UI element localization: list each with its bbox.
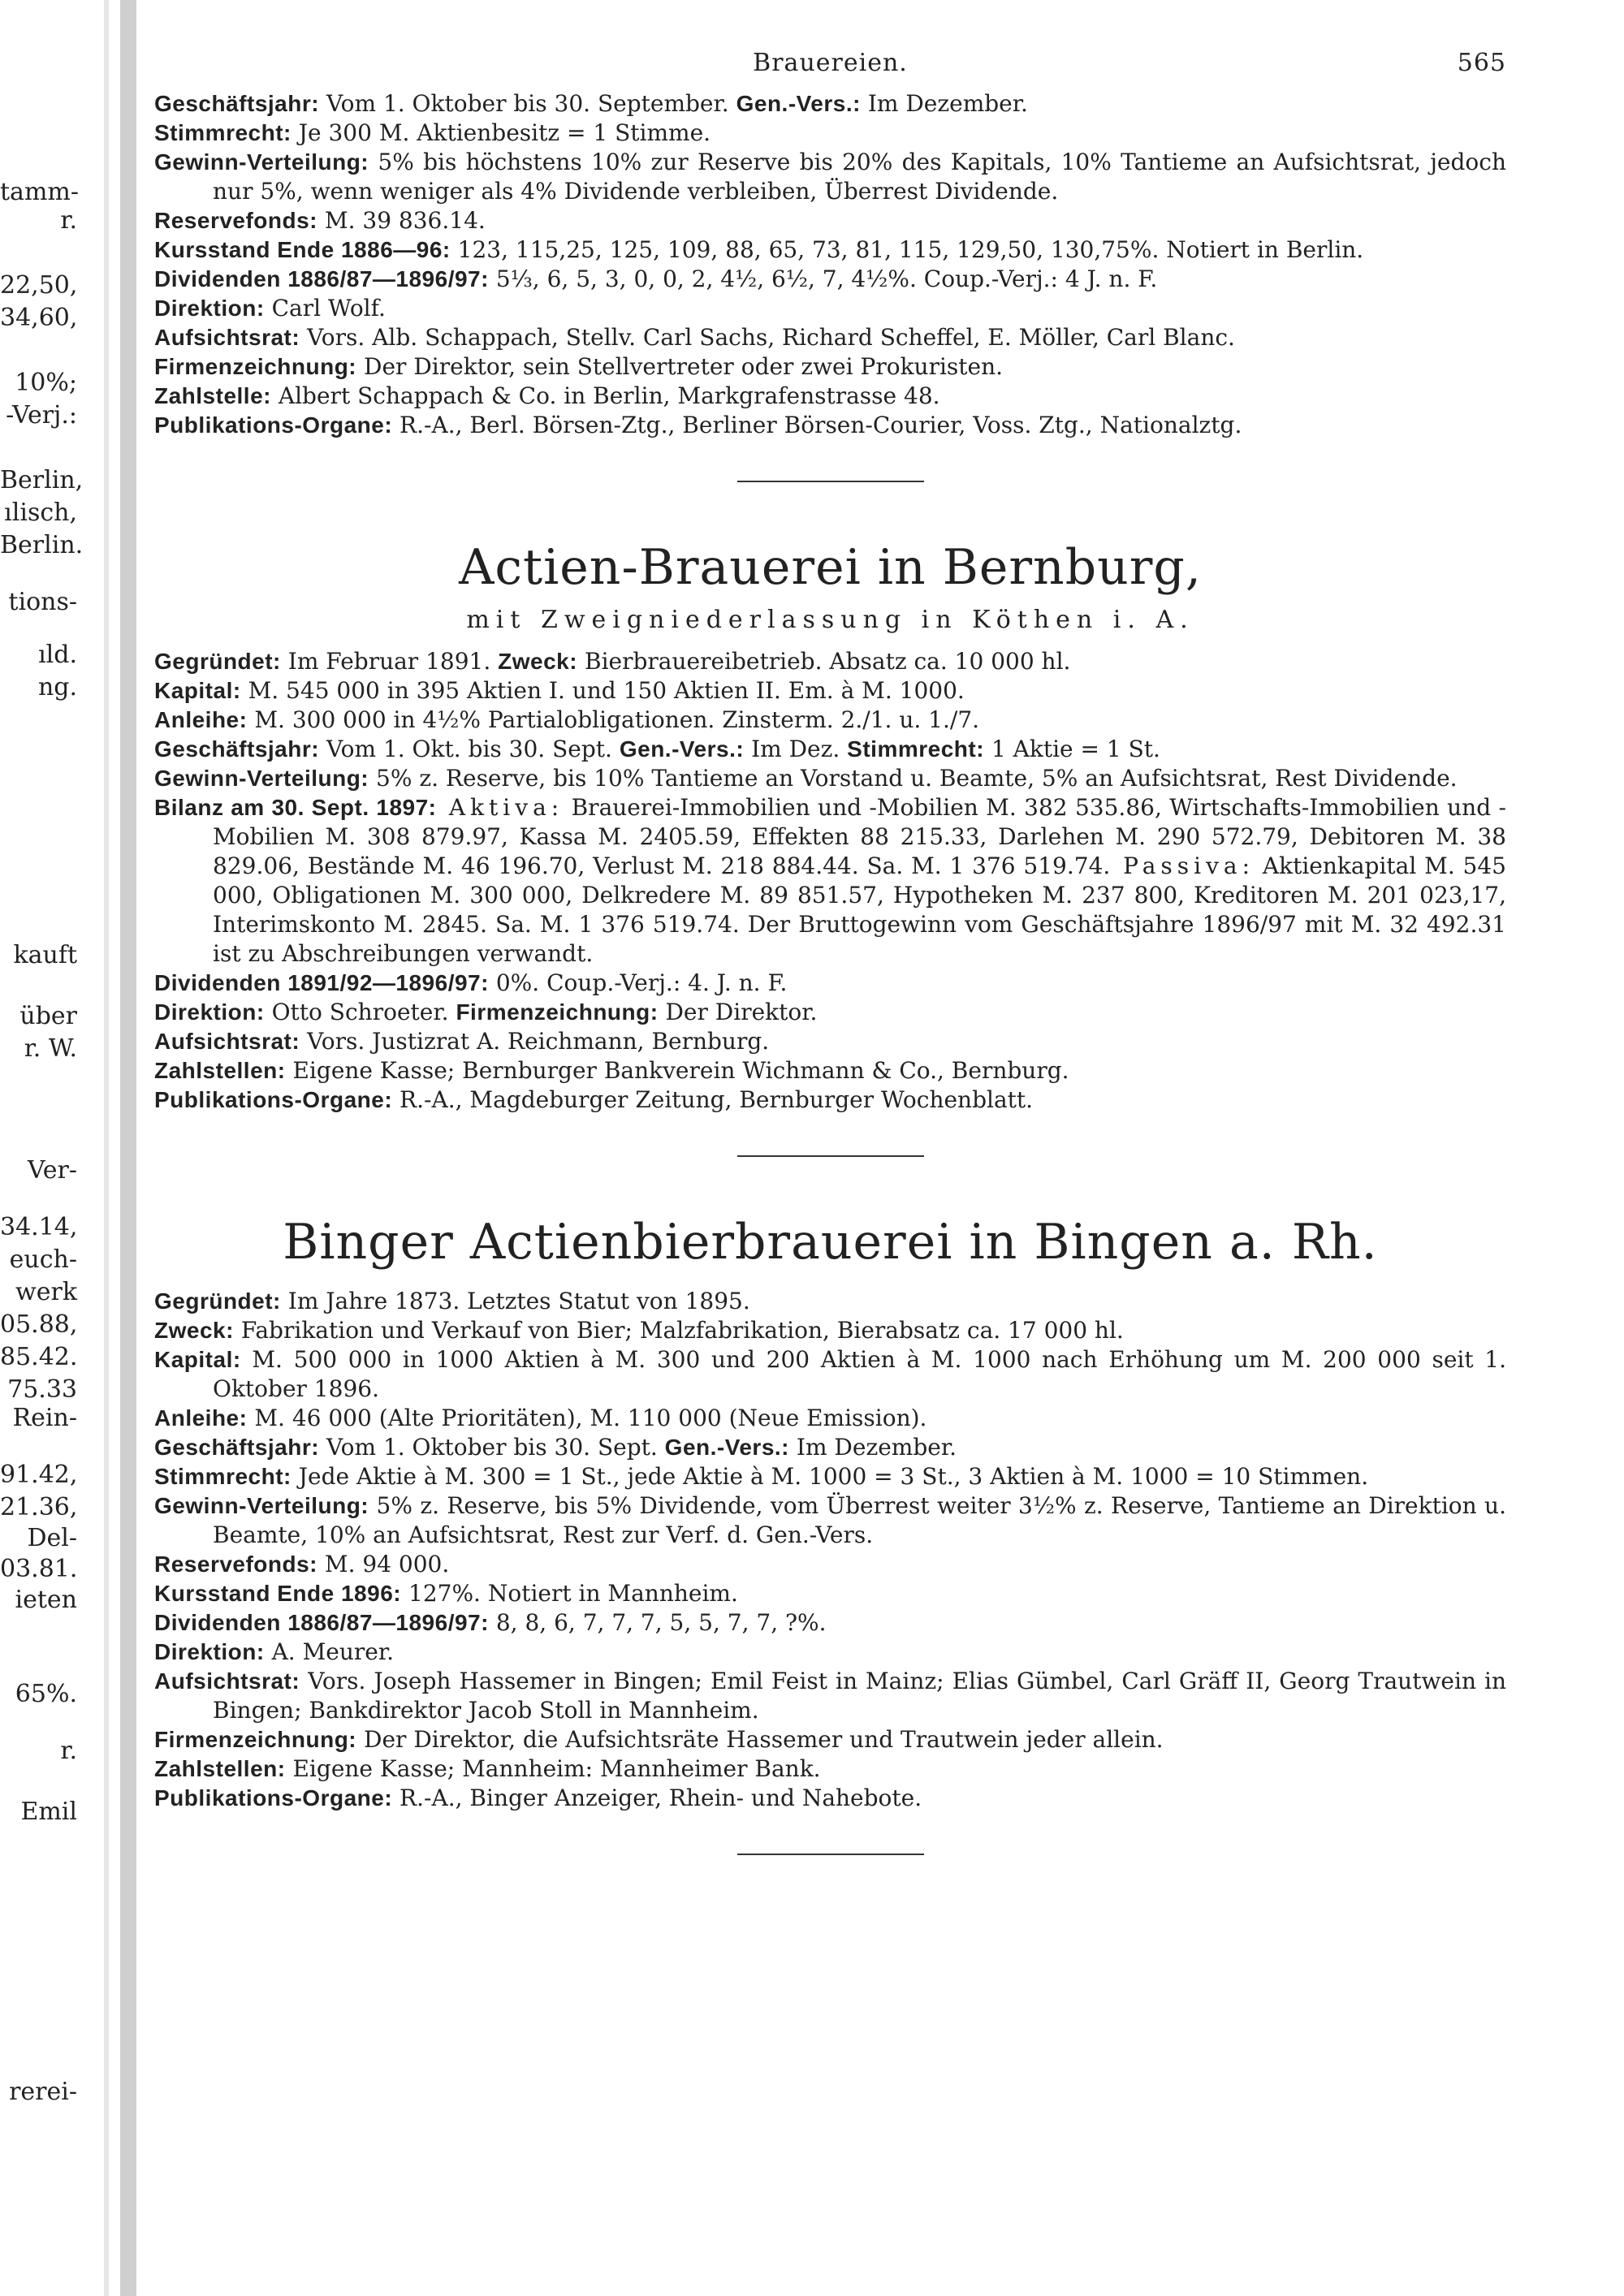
margin-fragment: ieten (15, 1586, 77, 1614)
entry-line: Stimmrecht: Jede Aktie à M. 300 = 1 St., jede Aktie à M. 1000 = 3 St., 3 Aktien à M. 1000 = 10 Stimmen. (154, 1463, 1369, 1490)
margin-fragment: kauft (13, 941, 77, 969)
margin-fragment: r. (60, 206, 77, 235)
entry-line: Aufsichtsrat: Vors. Justizrat A. Reichmann, Bernburg. (154, 1028, 770, 1055)
running-head-title: Brauereien. (753, 49, 908, 77)
company-entry-bingen (154, 1287, 1506, 1813)
company-title-bernburg: Actien-Brauerei in Bernburg, (459, 539, 1202, 596)
entry-line: Geschäftsjahr: Vom 1. Okt. bis 30. Sept. Gen.-Vers.: Im Dez. Stimmrecht: 1 Aktie = 1 St. (154, 736, 1160, 762)
page-number: 565 (1457, 49, 1506, 77)
margin-fragment: 85.42. (0, 1343, 78, 1371)
margin-fragment: tamm- (0, 178, 79, 206)
entry-line: Direktion: Carl Wolf. (154, 295, 386, 322)
entry-line: Reservefonds: M. 94 000. (154, 1551, 450, 1577)
margin-fragment: Emil (20, 1798, 77, 1826)
margin-fragment: r. W. (24, 1034, 77, 1063)
entry-line: Anleihe: M. 46 000 (Alte Prioritäten), M. 110 000 (Neue Emission). (154, 1405, 927, 1431)
margin-fragment: Del- (27, 1524, 77, 1552)
margin-fragment: rerei- (9, 2078, 77, 2106)
entry-line: Geschäftsjahr: Vom 1. Oktober bis 30. Sept. Gen.-Vers.: Im Dezember. (154, 1434, 957, 1461)
entry-line: Stimmrecht: Je 300 M. Aktienbesitz = 1 Stimme. (154, 119, 711, 146)
margin-fragment: tions- (8, 588, 77, 616)
margin-fragment: ng. (37, 673, 77, 701)
entry-line: Anleihe: M. 300 000 in 4½% Partialobligationen. Zinsterm. 2./1. u. 1./7. (154, 706, 980, 733)
entry-line: Zahlstelle: Albert Schappach & Co. in Berlin, Markgrafenstrasse 48. (154, 382, 940, 409)
page-gutter-shadow (104, 0, 109, 2296)
entry-line: Aufsichtsrat: Vors. Joseph Hassemer in Bingen; Emil Feist in Mainz; Elias Gümbel, Carl Gräff II, Georg Trautwein in Bingen; Bankdirektor Jacob Stoll in Mannheim. (154, 1668, 1506, 1724)
entry-line: Firmenzeichnung: Der Direktor, sein Stellvertreter oder zwei Prokuristen. (154, 353, 1004, 380)
margin-fragment: ıld. (38, 641, 77, 669)
entry-line: Kapital: M. 500 000 in 1000 Aktien à M. 300 und 200 Aktien à M. 1000 nach Erhöhung um M. 200 000 seit 1. Oktober 1896. (154, 1346, 1506, 1402)
entry-line: Direktion: Otto Schroeter. Firmenzeichnung: Der Direktor. (154, 999, 818, 1025)
entry-line: Reservefonds: M. 39 836.14. (154, 207, 486, 234)
entry-line: Kursstand Ende 1896: 127%. Notiert in Mannheim. (154, 1580, 738, 1607)
section-divider (737, 481, 924, 482)
section-divider (737, 1854, 924, 1855)
company-title-bingen: Binger Actienbierbrauerei in Bingen a. Rh. (283, 1214, 1378, 1271)
margin-fragment: Rein- (12, 1404, 77, 1432)
margin-fragment: 21.36, (0, 1493, 78, 1521)
margin-fragment: werk (15, 1278, 77, 1306)
entry-line: Gegründet: Im Februar 1891. Zweck: Bierbrauereibetrieb. Absatz ca. 10 000 hl. (154, 648, 1071, 675)
page-content (154, 49, 1506, 1912)
entry-line: Gewinn-Verteilung: 5% z. Reserve, bis 10% Tantieme an Vorstand u. Beamte, 5% an Aufsichtsrat, Rest Dividende. (154, 765, 1458, 792)
entry-line: Zahlstellen: Eigene Kasse; Mannheim: Mannheimer Bank. (154, 1755, 821, 1782)
previous-entry-continuation (154, 89, 1506, 440)
entry-line: Publikations-Organe: R.-A., Berl. Börsen-Ztg., Berliner Börsen-Courier, Voss. Ztg., Nationalztg. (154, 412, 1242, 438)
entry-line: Gewinn-Verteilung: 5% bis höchstens 10% zur Reserve bis 20% des Kapitals, 10% Tantieme an Aufsichtsrat, jedoch nur 5%, wenn weniger als 4% Dividende verbleiben, Überrest Dividende. (154, 149, 1506, 205)
entry-line: Kapital: M. 545 000 in 395 Aktien I. und 150 Aktien II. Em. à M. 1000. (154, 677, 965, 704)
margin-fragment: r. (60, 1737, 77, 1765)
entry-line: Publikations-Organe: R.-A., Magdeburger Zeitung, Bernburger Wochenblatt. (154, 1086, 1034, 1113)
entry-line: Zweck: Fabrikation und Verkauf von Bier; Malzfabrikation, Bierabsatz ca. 17 000 hl. (154, 1317, 1124, 1344)
entry-line: Gewinn-Verteilung: 5% z. Reserve, bis 5% Dividende, vom Überrest weiter 3½% z. Reserve, Tantieme an Direktion u. Beamte, 10% an Aufsichtsrat, Rest zur Verf. d. Gen.-Vers. (154, 1492, 1506, 1548)
previous-page-margin (0, 0, 106, 2296)
entry-line: Dividenden 1886/87—1896/97: 8, 8, 6, 7, 7, 7, 5, 5, 7, 7, ?%. (154, 1609, 827, 1636)
margin-fragment: 22,50, (0, 271, 78, 300)
entry-line: Zahlstellen: Eigene Kasse; Bernburger Bankverein Wichmann & Co., Bernburg. (154, 1057, 1069, 1084)
entry-line: Aufsichtsrat: Vors. Alb. Schappach, Stellv. Carl Sachs, Richard Scheffel, E. Möller, Carl Blanc. (154, 324, 1235, 351)
margin-fragment: Berlin. (0, 531, 84, 559)
page-binding (120, 0, 136, 2296)
margin-fragment: 34,60, (0, 304, 78, 332)
entry-line: Publikations-Organe: R.-A., Binger Anzeiger, Rhein- und Nahebote. (154, 1785, 922, 1811)
margin-fragment: 75.33 (7, 1375, 77, 1404)
entry-line: Kursstand Ende 1886—96: 123, 115,25, 125, 109, 88, 65, 73, 81, 115, 129,50, 130,75%. Notiert in Berlin. (154, 236, 1364, 263)
entry-line: Firmenzeichnung: Der Direktor, die Aufsichtsräte Hassemer und Trautwein jeder allein. (154, 1726, 1164, 1753)
margin-fragment: 91.42, (0, 1461, 78, 1489)
entry-line: Dividenden 1886/87—1896/97: 5⅓, 6, 5, 3, 0, 0, 2, 4½, 6½, 7, 4½%. Coup.-Verj.: 4 J. n. F. (154, 265, 1158, 292)
entry-line: Dividenden 1891/92—1896/97: 0%. Coup.-Verj.: 4. J. n. F. (154, 969, 788, 996)
company-subtitle-bernburg: mit Zweigniederlassung in Köthen i. A. (466, 606, 1194, 634)
running-head (154, 49, 1506, 89)
section-divider (737, 1155, 924, 1157)
margin-fragment: -Verj.: (6, 401, 77, 429)
entry-line: Gegründet: Im Jahre 1873. Letztes Statut von 1895. (154, 1288, 750, 1314)
entry-line: Direktion: A. Meurer. (154, 1638, 395, 1665)
margin-fragment: ılisch, (4, 498, 77, 527)
margin-fragment: über (19, 1002, 77, 1030)
margin-fragment: 65%. (15, 1680, 77, 1708)
margin-fragment: Ver- (27, 1156, 77, 1185)
margin-fragment: 10%; (15, 369, 77, 397)
entry-line: Geschäftsjahr: Vom 1. Oktober bis 30. September. Gen.-Vers.: Im Dezember. (154, 90, 1028, 117)
margin-fragment: 05.88, (0, 1310, 78, 1339)
margin-fragment: euch- (9, 1245, 77, 1274)
margin-fragment: 03.81. (0, 1555, 78, 1583)
entry-line: Bilanz am 30. Sept. 1897: Aktiva: Brauerei-Immobilien und -Mobilien M. 382 535.86, Wirtschafts-Immobilien und -Mobilien M. 308 879.97, Kassa M. 2405.59, Effekten 88 215.33, Darlehen M. 290 572.79, Debitoren M. 38 829.06, Bestände M. 46 196.70, Verlust M. 218 884.44. Sa. M. 1 376 519.74. Passiva: Aktienkapital M. 545 000, Obligationen M. 300 000, Delkredere M. 89 851.57, Hypotheken M. 237 800, Kreditoren M. 201 023,17, Interimskonto M. 2845. Sa. M. 1 376 519.74. Der Bruttogewinn vom Geschäftsjahre 1896/97 mit M. 32 492.31 ist zu Abschreibungen verwandt. (154, 794, 1506, 967)
company-entry-bernburg (154, 647, 1506, 1115)
margin-fragment: Berlin, (0, 466, 84, 494)
margin-fragment: 34.14, (0, 1213, 78, 1241)
